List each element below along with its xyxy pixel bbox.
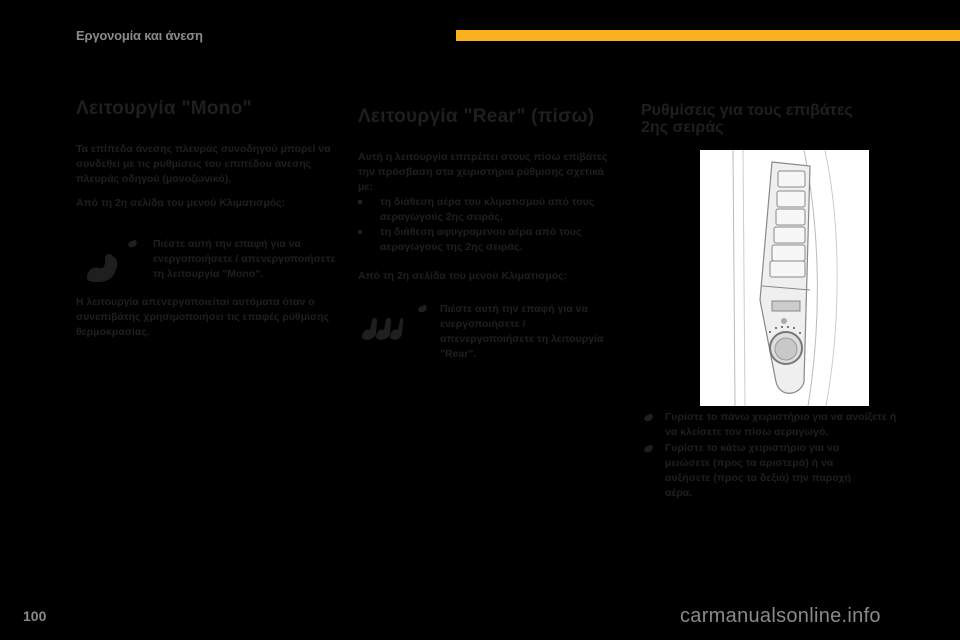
rear-bullet-item: τη διάθεση αφυγραμένου αέρα από τους αεραγωγούς της 2ης σειράς.: [358, 225, 620, 255]
mono-instruction: Πιέστε αυτή την επαφή για να ενεργοποιήσετε / απενεργοποιήσετε τη λειτουργία "Mono".: [153, 238, 336, 280]
rear-title: Λειτουργία "Rear" (πίσω): [358, 106, 595, 127]
bullet-square-icon: [358, 200, 362, 204]
rear-climate-control-panel-illustration: [700, 150, 869, 406]
mono-menu-line: Από τη 2η σελίδα του μενού Κλιματισμός:: [76, 197, 286, 209]
rear-passenger-title-line2: 2ης σειράς: [641, 119, 724, 136]
rear-seats-icon[interactable]: [360, 314, 404, 342]
mono-title: Λειτουργία "Mono": [76, 98, 252, 119]
mono-intro: Τα επίπεδα άνεσης πλευράς συνοδηγού μπορεί να συνδεθεί με τις ρυθμίσεις του επιπέδου άνεσης πλευράς οδηγού (μονοζωνικό).: [76, 143, 331, 185]
mono-section: [76, 98, 346, 211]
bullet-arrow-icon: [643, 445, 654, 454]
upper-control-instruction: Γυρίστε το πάνω χειριστήριο για να ανοίξετε ή να κλείσετε τον πίσω αεραγωγό.: [665, 411, 897, 438]
bullet-arrow-icon: [643, 414, 654, 423]
rear-passenger-settings-section: [641, 102, 901, 136]
rear-intro: Αυτή η λειτουργία επιτρέπει στους πίσω επιβάτες την πρόσβαση στα χειριστήρια ρύθμισης σχετικά με:: [358, 151, 608, 193]
bullet-square-icon: [358, 230, 362, 234]
mono-footer-text: Η λειτουργία απενεργοποιείται αυτόματα όταν ο συνεπιβάτης χρησιμοποιήσει τις επαφές ρύθμισης θερμοκρασίας.: [76, 296, 329, 338]
lower-control-instruction: Γυρίστε το κάτω χειριστήριο για να μειώσετε (προς τα αριστερά) ή να αυξήσετε (προς τα δεξιά) την παροχή αέρα.: [665, 442, 851, 499]
rear-menu-line: Από τη 2η σελίδα του μενού Κλιματισμός:: [358, 270, 568, 282]
mono-seat-icon[interactable]: [83, 250, 123, 286]
rear-passenger-title-line1: Ρυθμίσεις για τους επιβάτες: [641, 102, 853, 119]
rear-section: [358, 106, 620, 284]
bullet-arrow-icon: [417, 305, 428, 314]
section-title: Εργονομία και άνεση: [76, 28, 203, 43]
page-number: 100: [23, 608, 47, 624]
rear-instruction: Πιέστε αυτή την επαφή για να ενεργοποιήσετε / απενεργοποιήσετε τη λειτουργία "Rear".: [440, 303, 604, 360]
rear-bullet-item: τη διάθεση αέρα του κλιματισμού από τους αεραγωγούς 2ης σειράς,: [358, 195, 620, 225]
bullet-arrow-icon: [127, 240, 138, 249]
accent-bar: [456, 30, 960, 41]
watermark: carmanualsonline.info: [680, 605, 881, 627]
